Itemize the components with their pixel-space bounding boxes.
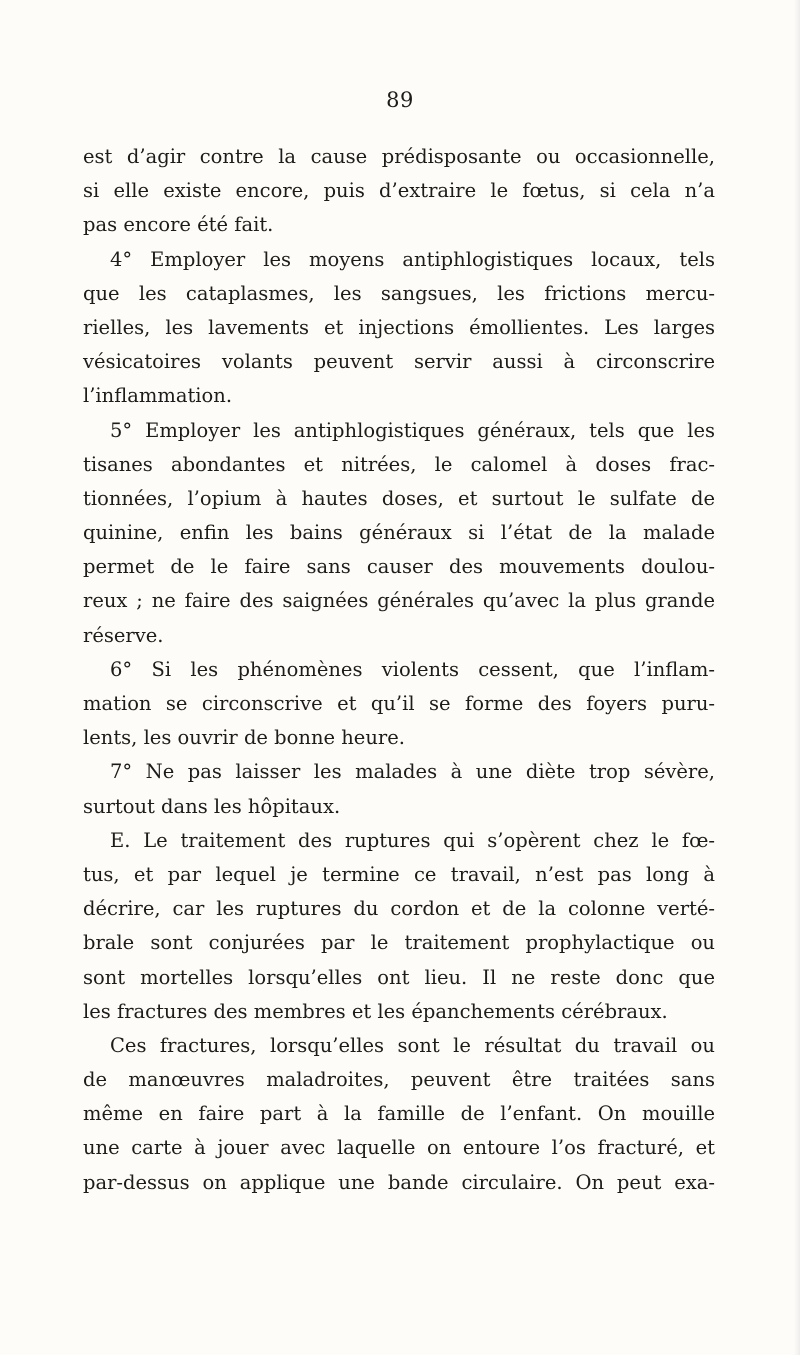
text-line: tisanes abondantes et nitrées, le calomel à doses frac- [83, 452, 715, 476]
text-line: que les cataplasmes, les sangsues, les frictions mercu- [83, 281, 715, 305]
text-line: 6° Si les phénomènes violents cessent, que l’inflam- [110, 657, 715, 681]
text-line: lents, les ouvrir de bonne heure. [83, 726, 405, 750]
text-line: est d’agir contre la cause prédisposante ou occasionnelle, [83, 145, 715, 168]
text-line: réserve. [83, 623, 164, 647]
text-line: quinine, enfin les bains généraux si l’état de la malade [83, 521, 715, 545]
text-line: Ces fractures, lorsqu’elles sont le résultat du travail ou [110, 1033, 715, 1057]
text-line: 5° Employer les antiphlogistiques généraux, tels que les [110, 418, 715, 442]
text-line: les fractures des membres et les épanchements cérébraux. [83, 999, 668, 1023]
text-line: l’inflammation. [83, 384, 233, 408]
text-line: 7° Ne pas laisser les malades à une diète trop sévère, [110, 760, 715, 784]
text-line: pas encore été fait. [83, 213, 274, 237]
text-line: même en faire part à la famille de l’enfant. On mouille [83, 1102, 715, 1126]
text-line: tus, et par lequel je termine ce travail, n’est pas long à [83, 862, 715, 886]
text-line: reux ; ne faire des saignées générales qu’avec la plus grande [83, 589, 715, 613]
text-line: mation se circonscrive et qu’il se forme des foyers puru- [83, 692, 715, 715]
text-line: par-dessus on applique une bande circulaire. On peut exa- [83, 1170, 715, 1194]
text-line: une carte à jouer avec laquelle on entoure l’os fracturé, et [83, 1136, 715, 1160]
text-line: E. Le traitement des ruptures qui s’opèrent chez le fœ- [110, 828, 715, 852]
text-line: tionnées, l’opium à hautes doses, et surtout le sulfate de [83, 486, 715, 510]
text-line: rielles, les lavements et injections émollientes. Les larges [83, 315, 715, 339]
page-edge-shadow [794, 0, 800, 1355]
text-line: si elle existe encore, puis d’extraire le fœtus, si cela n’a [83, 179, 715, 203]
text-line: 4° Employer les moyens antiphlogistiques locaux, tels [110, 247, 715, 271]
text-line: brale sont conjurées par le traitement prophylactique ou [83, 931, 715, 955]
text-line: décrire, car les ruptures du cordon et de la colonne verté- [83, 897, 715, 921]
text-line: surtout dans les hôpitaux. [83, 794, 341, 818]
text-line: vésicatoires volants peuvent servir aussi à circonscrire [83, 350, 715, 374]
text-line: permet de le faire sans causer des mouvements doulou- [83, 555, 715, 579]
page-number: 89 [386, 88, 414, 112]
body-text [83, 140, 715, 1200]
text-line: sont mortelles lorsqu’elles ont lieu. Il ne reste donc que [83, 965, 715, 989]
text-line: de manœuvres maladroites, peuvent être traitées sans [83, 1068, 715, 1092]
